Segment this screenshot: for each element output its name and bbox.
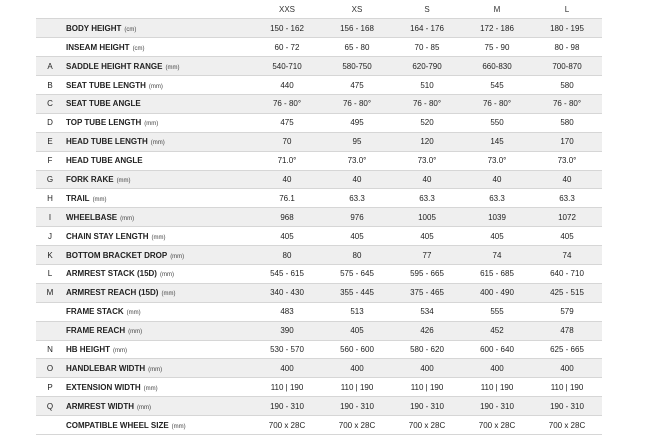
row-label-cell — [64, 340, 252, 359]
value-cell-m: 700 x 28C — [462, 416, 532, 435]
size-header-row — [36, 0, 602, 19]
value-cell-s: 400 — [392, 359, 462, 378]
row-label: EXTENSION WIDTH — [66, 382, 141, 392]
value-cell-m: 63.3 — [462, 189, 532, 208]
value-cell-l: 625 - 665 — [532, 340, 602, 359]
row-label: TOP TUBE LENGTH — [66, 118, 142, 128]
value-cell-xs: 76 - 80° — [322, 94, 392, 113]
value-cell-xs: 73.0° — [322, 151, 392, 170]
row-unit: (mm) — [165, 64, 180, 71]
row-label-cell — [64, 38, 252, 57]
row-label: TRAIL — [66, 193, 90, 203]
row-label: CHAIN STAY LENGTH — [66, 231, 149, 241]
value-cell-l: 425 - 515 — [532, 283, 602, 302]
row-unit: (mm) — [148, 366, 163, 373]
row-label: FRAME STACK — [66, 307, 124, 317]
row-label-cell — [64, 189, 252, 208]
value-cell-xs: 110 | 190 — [322, 378, 392, 397]
value-cell-xs: 475 — [322, 76, 392, 95]
row-label-cell — [64, 132, 252, 151]
value-cell-s: 120 — [392, 132, 462, 151]
row-label-cell — [64, 283, 252, 302]
value-cell-s: 164 - 176 — [392, 19, 462, 38]
header-blank-letter — [36, 0, 64, 19]
value-cell-l: 579 — [532, 302, 602, 321]
value-cell-xxs: 76.1 — [252, 189, 322, 208]
row-unit: (mm) — [159, 272, 174, 279]
size-header: XS — [322, 0, 392, 19]
table-row — [36, 227, 602, 246]
row-letter: H — [36, 189, 64, 208]
row-label: BODY HEIGHT — [66, 23, 122, 33]
row-unit: (cm) — [132, 45, 145, 52]
row-label-cell — [64, 264, 252, 283]
row-label: BOTTOM BRACKET DROP — [66, 250, 168, 260]
value-cell-m: 555 — [462, 302, 532, 321]
value-cell-l: 1072 — [532, 208, 602, 227]
value-cell-l: 478 — [532, 321, 602, 340]
row-label-cell — [64, 57, 252, 76]
row-unit: (mm) — [148, 83, 163, 90]
value-cell-m: 550 — [462, 113, 532, 132]
row-letter: F — [36, 151, 64, 170]
row-label: SEAT TUBE ANGLE — [66, 99, 141, 109]
value-cell-m: 615 - 685 — [462, 264, 532, 283]
table-row — [36, 246, 602, 265]
table-row — [36, 170, 602, 189]
geometry-table — [36, 0, 602, 435]
row-letter — [36, 38, 64, 57]
row-unit: (mm) — [150, 140, 165, 147]
value-cell-s: 700 x 28C — [392, 416, 462, 435]
value-cell-l: 190 - 310 — [532, 397, 602, 416]
value-cell-s: 520 — [392, 113, 462, 132]
value-cell-xs: 513 — [322, 302, 392, 321]
table-row — [36, 38, 602, 57]
value-cell-s: 534 — [392, 302, 462, 321]
value-cell-xs: 976 — [322, 208, 392, 227]
table-row — [36, 189, 602, 208]
value-cell-xs: 156 - 168 — [322, 19, 392, 38]
row-label: SADDLE HEIGHT RANGE — [66, 61, 163, 71]
size-header: XXS — [252, 0, 322, 19]
row-unit: (mm) — [170, 253, 185, 260]
row-label: ARMREST WIDTH — [66, 401, 134, 411]
value-cell-m: 75 - 90 — [462, 38, 532, 57]
row-letter: C — [36, 94, 64, 113]
row-letter: I — [36, 208, 64, 227]
value-cell-xxs: 190 - 310 — [252, 397, 322, 416]
table-row — [36, 132, 602, 151]
row-label: HEAD TUBE LENGTH — [66, 137, 148, 147]
value-cell-xs: 405 — [322, 227, 392, 246]
row-label-cell — [64, 359, 252, 378]
row-unit: (mm) — [171, 423, 186, 430]
row-unit: (mm) — [113, 347, 127, 354]
row-label-cell — [64, 302, 252, 321]
value-cell-l: 405 — [532, 227, 602, 246]
value-cell-xs: 700 x 28C — [322, 416, 392, 435]
value-cell-m: 110 | 190 — [462, 378, 532, 397]
row-label-cell — [64, 208, 252, 227]
value-cell-l: 76 - 80° — [532, 94, 602, 113]
value-cell-xs: 190 - 310 — [322, 397, 392, 416]
value-cell-xxs: 400 — [252, 359, 322, 378]
row-unit: (mm) — [144, 121, 159, 128]
size-header: S — [392, 0, 462, 19]
value-cell-xs: 575 - 645 — [322, 264, 392, 283]
table-row — [36, 151, 602, 170]
row-label: ARMREST STACK (15D) — [66, 269, 157, 279]
value-cell-s: 70 - 85 — [392, 38, 462, 57]
value-cell-xxs: 340 - 430 — [252, 283, 322, 302]
row-label: HEAD TUBE ANGLE — [66, 156, 143, 166]
row-letter: N — [36, 340, 64, 359]
value-cell-l: 63.3 — [532, 189, 602, 208]
row-unit: (mm) — [143, 385, 158, 392]
value-cell-xxs: 540-710 — [252, 57, 322, 76]
value-cell-m: 172 - 186 — [462, 19, 532, 38]
value-cell-xs: 560 - 600 — [322, 340, 392, 359]
row-label-cell — [64, 246, 252, 265]
value-cell-s: 595 - 665 — [392, 264, 462, 283]
row-letter — [36, 416, 64, 435]
value-cell-s: 76 - 80° — [392, 94, 462, 113]
value-cell-s: 63.3 — [392, 189, 462, 208]
row-label: HANDLEBAR WIDTH — [66, 363, 146, 373]
value-cell-m: 400 — [462, 359, 532, 378]
row-unit: (mm) — [137, 404, 151, 411]
value-cell-m: 190 - 310 — [462, 397, 532, 416]
row-unit: (mm) — [128, 329, 143, 336]
row-label: HB HEIGHT — [66, 344, 110, 354]
value-cell-xxs: 150 - 162 — [252, 19, 322, 38]
value-cell-xs: 495 — [322, 113, 392, 132]
value-cell-m: 74 — [462, 246, 532, 265]
row-unit: (mm) — [161, 291, 176, 298]
table-row — [36, 302, 602, 321]
value-cell-m: 73.0° — [462, 151, 532, 170]
value-cell-xxs: 483 — [252, 302, 322, 321]
value-cell-xs: 40 — [322, 170, 392, 189]
value-cell-xxs: 475 — [252, 113, 322, 132]
value-cell-m: 660-830 — [462, 57, 532, 76]
size-header: M — [462, 0, 532, 19]
row-label: ARMREST REACH (15D) — [66, 288, 159, 298]
row-label: WHEELBASE — [66, 212, 118, 222]
row-letter — [36, 302, 64, 321]
table-row — [36, 359, 602, 378]
row-label: INSEAM HEIGHT — [66, 42, 130, 52]
row-label: SEAT TUBE LENGTH — [66, 80, 146, 90]
table-row — [36, 340, 602, 359]
table-row — [36, 19, 602, 38]
row-label-cell — [64, 378, 252, 397]
table-row — [36, 321, 602, 340]
row-unit: (mm) — [120, 215, 135, 222]
row-unit: (mm) — [92, 196, 107, 203]
row-label: COMPATIBLE WHEEL SIZE — [66, 420, 169, 430]
row-letter: J — [36, 227, 64, 246]
row-label-cell — [64, 76, 252, 95]
table-row — [36, 397, 602, 416]
row-label-cell — [64, 151, 252, 170]
row-label-cell — [64, 19, 252, 38]
value-cell-l: 580 — [532, 113, 602, 132]
value-cell-s: 620-790 — [392, 57, 462, 76]
value-cell-xxs: 60 - 72 — [252, 38, 322, 57]
value-cell-xxs: 545 - 615 — [252, 264, 322, 283]
value-cell-s: 73.0° — [392, 151, 462, 170]
table-row — [36, 94, 602, 113]
value-cell-l: 110 | 190 — [532, 378, 602, 397]
row-label-cell — [64, 321, 252, 340]
value-cell-xs: 80 — [322, 246, 392, 265]
value-cell-s: 405 — [392, 227, 462, 246]
row-letter: P — [36, 378, 64, 397]
value-cell-xxs: 40 — [252, 170, 322, 189]
value-cell-l: 40 — [532, 170, 602, 189]
value-cell-m: 452 — [462, 321, 532, 340]
table-row — [36, 416, 602, 435]
row-letter: L — [36, 264, 64, 283]
value-cell-xxs: 390 — [252, 321, 322, 340]
value-cell-m: 600 - 640 — [462, 340, 532, 359]
value-cell-l: 700 x 28C — [532, 416, 602, 435]
row-label: FORK RAKE — [66, 174, 114, 184]
value-cell-l: 700-870 — [532, 57, 602, 76]
value-cell-xxs: 968 — [252, 208, 322, 227]
value-cell-m: 145 — [462, 132, 532, 151]
value-cell-l: 73.0° — [532, 151, 602, 170]
value-cell-xs: 355 - 445 — [322, 283, 392, 302]
row-letter: Q — [36, 397, 64, 416]
row-label-cell — [64, 113, 252, 132]
value-cell-s: 40 — [392, 170, 462, 189]
value-cell-m: 405 — [462, 227, 532, 246]
table-row — [36, 57, 602, 76]
value-cell-s: 426 — [392, 321, 462, 340]
value-cell-s: 375 - 465 — [392, 283, 462, 302]
value-cell-xxs: 405 — [252, 227, 322, 246]
row-letter: D — [36, 113, 64, 132]
value-cell-xxs: 530 - 570 — [252, 340, 322, 359]
row-unit: (mm) — [126, 310, 141, 317]
value-cell-xxs: 700 x 28C — [252, 416, 322, 435]
value-cell-xs: 400 — [322, 359, 392, 378]
table-row — [36, 113, 602, 132]
value-cell-l: 74 — [532, 246, 602, 265]
value-cell-m: 1039 — [462, 208, 532, 227]
value-cell-m: 40 — [462, 170, 532, 189]
table-row — [36, 76, 602, 95]
value-cell-xs: 580-750 — [322, 57, 392, 76]
row-unit: (cm) — [124, 26, 137, 33]
value-cell-s: 510 — [392, 76, 462, 95]
row-label-cell — [64, 416, 252, 435]
value-cell-xxs: 80 — [252, 246, 322, 265]
geometry-rows — [36, 19, 602, 435]
value-cell-s: 77 — [392, 246, 462, 265]
value-cell-l: 580 — [532, 76, 602, 95]
value-cell-xs: 95 — [322, 132, 392, 151]
table-row — [36, 283, 602, 302]
value-cell-l: 640 - 710 — [532, 264, 602, 283]
row-label-cell — [64, 397, 252, 416]
row-letter: E — [36, 132, 64, 151]
row-letter: B — [36, 76, 64, 95]
value-cell-xxs: 71.0° — [252, 151, 322, 170]
row-label-cell — [64, 227, 252, 246]
value-cell-s: 190 - 310 — [392, 397, 462, 416]
value-cell-xs: 63.3 — [322, 189, 392, 208]
value-cell-s: 1005 — [392, 208, 462, 227]
table-row — [36, 378, 602, 397]
row-letter — [36, 19, 64, 38]
row-label-cell — [64, 94, 252, 113]
value-cell-s: 580 - 620 — [392, 340, 462, 359]
row-label: FRAME REACH — [66, 326, 126, 336]
value-cell-m: 400 - 490 — [462, 283, 532, 302]
row-unit: (mm) — [116, 177, 131, 184]
value-cell-xxs: 70 — [252, 132, 322, 151]
value-cell-s: 110 | 190 — [392, 378, 462, 397]
row-letter: G — [36, 170, 64, 189]
value-cell-xxs: 110 | 190 — [252, 378, 322, 397]
value-cell-xs: 405 — [322, 321, 392, 340]
size-header: L — [532, 0, 602, 19]
row-letter: M — [36, 283, 64, 302]
value-cell-l: 400 — [532, 359, 602, 378]
value-cell-m: 545 — [462, 76, 532, 95]
row-letter: A — [36, 57, 64, 76]
value-cell-l: 170 — [532, 132, 602, 151]
value-cell-xxs: 76 - 80° — [252, 94, 322, 113]
row-label-cell — [64, 170, 252, 189]
row-letter — [36, 321, 64, 340]
value-cell-m: 76 - 80° — [462, 94, 532, 113]
value-cell-xs: 65 - 80 — [322, 38, 392, 57]
row-letter: K — [36, 246, 64, 265]
value-cell-l: 80 - 98 — [532, 38, 602, 57]
value-cell-xxs: 440 — [252, 76, 322, 95]
value-cell-l: 180 - 195 — [532, 19, 602, 38]
table-row — [36, 208, 602, 227]
header-blank-label — [64, 0, 252, 19]
table-row — [36, 264, 602, 283]
row-letter: O — [36, 359, 64, 378]
row-unit: (mm) — [151, 234, 166, 241]
